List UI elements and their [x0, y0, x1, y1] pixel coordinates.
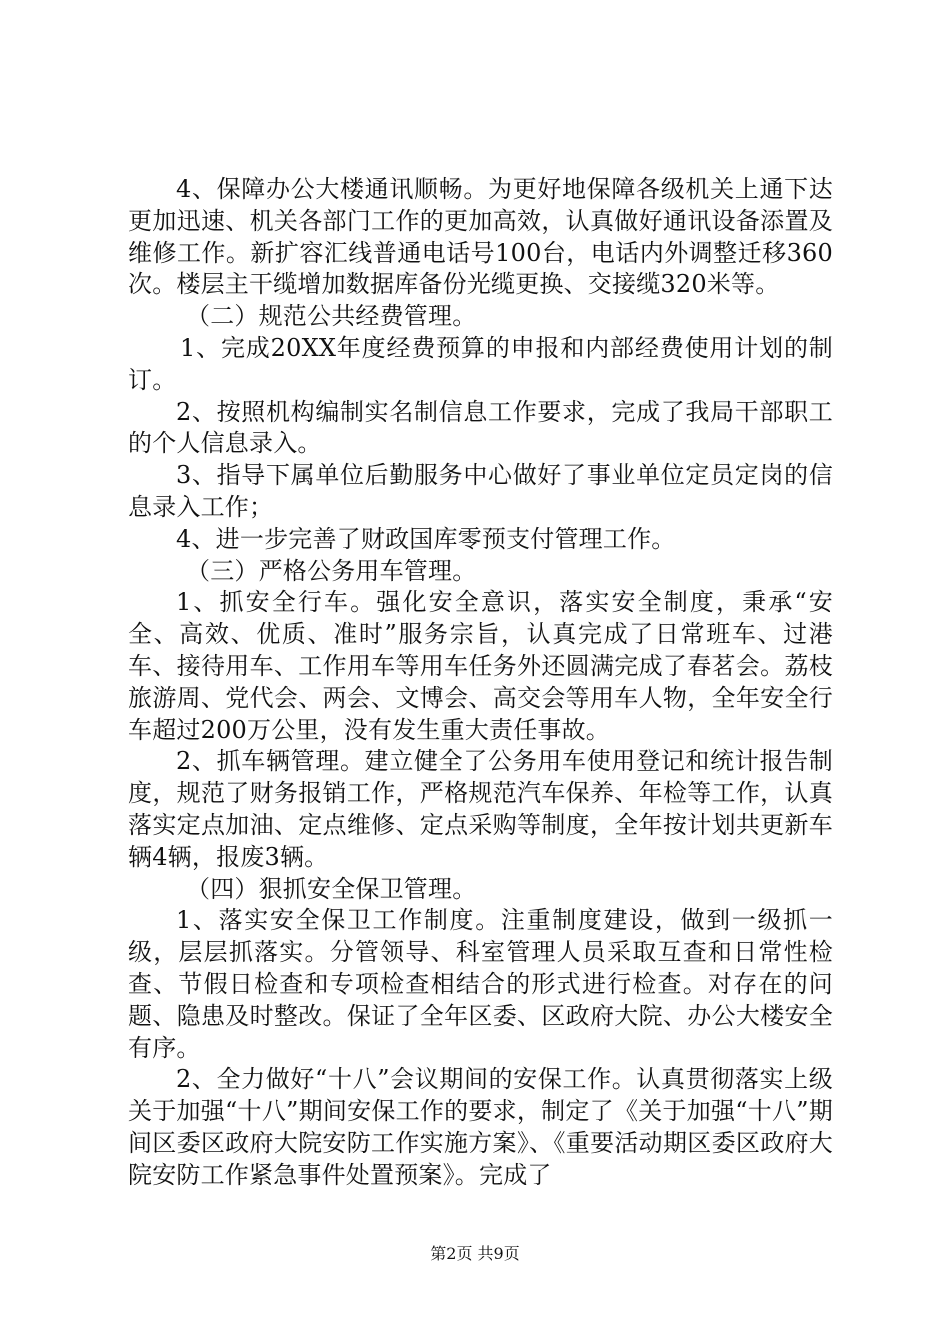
paragraph-service-center: 3、指导下属单位后勤服务中心做好了事业单位定员定岗的信息录入工作； — [128, 461, 833, 521]
page-number-footer: 第2页 共9页 — [430, 1244, 520, 1263]
paragraph-telecom: 4、保障办公大楼通讯顺畅。为更好地保障各级机关上通下达更加迅速、机关各部门工作的更加高效，认真做好通讯设备添置及维修工作。新扩容汇线普通电话号100台，电话内外调整迁移360次。楼层主干缆增加数据库备份光缆更换、交接缆320米等。 — [128, 175, 833, 299]
paragraph-personnel-info: 2、按照机构编制实名制信息工作要求，完成了我局干部职工的个人信息录入。 — [128, 397, 833, 458]
paragraph-budget: 1、完成20XX年度经费预算的申报和内部经费使用计划的制订。 — [128, 333, 833, 394]
section-heading-vehicles: （三）严格公务用车管理。 — [186, 556, 477, 585]
paragraph-treasury: 4、进一步完善了财政国库零预支付管理工作。 — [176, 524, 676, 553]
paragraph-security-system: 1、落实安全保卫工作制度。注重制度建设，做到一级抓一级，层层抓落实。分管领导、科室管理人员采取互查和日常性检查、节假日检查和专项检查相结合的形式进行检查。对存在的问题、隐患及时整改。保证了全年区委、区政府大院、办公大楼安全有序。 — [128, 906, 833, 1062]
document-body — [128, 174, 833, 1192]
paragraph-safe-driving: 1、抓安全行车。强化安全意识，落实安全制度，秉承“安全、高效、优质、准时”服务宗旨，认真完成了日常班车、过港车、接待用车、工作用车等用车任务外还圆满完成了春茗会。荔枝旅游周、党代会、两会、文博会、高交会等用车人物，全年安全行车超过200万公里，没有发生重大责任事故。 — [128, 588, 833, 744]
paragraph-meeting-security: 2、全力做好“十八”会议期间的安保工作。认真贯彻落实上级关于加强“十八”期间安保工作的要求，制定了《关于加强“十八”期间区委区政府大院安防工作实施方案》、《重要活动期区委区政府大院安防工作紧急事件处置预案》。完成了 — [128, 1065, 833, 1189]
section-heading-security: （四）狠抓安全保卫管理。 — [186, 874, 477, 903]
section-heading-funds: （二）规范公共经费管理。 — [186, 302, 477, 331]
paragraph-vehicle-management: 2、抓车辆管理。建立健全了公务用车使用登记和统计报告制度，规范了财务报销工作，严格规范汽车保养、年检等工作，认真落实定点加油、定点维修、定点采购等制度，全年按计划共更新车辆4辆，报废3辆。 — [128, 747, 833, 871]
